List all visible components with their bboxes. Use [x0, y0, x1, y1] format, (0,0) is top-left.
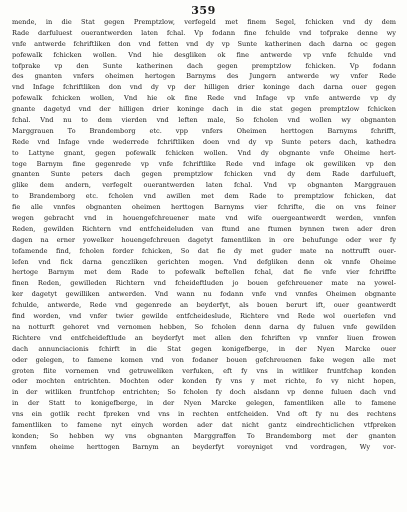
text-line: oder mochten entrichten. Mochten oder konden fy vns y met richte, fo vy nicht hopen, [12, 377, 396, 386]
text-line: Rede vnd Infage vnde wederrede fchriftliken doen vnd dy vp Sunte peters dach, kathedra [12, 137, 396, 146]
text-line: lefen vnd fick darna genczliken gerichten mogen. Vnd defgliken denn ok vnnfe Oheime [12, 257, 396, 266]
text-line: mende, in die Stat gegen Premptzlow, verfegeld met finem Segel, fchicken vnd dy dem [12, 18, 396, 26]
text-line: vnfe antwerde fchriftliken don vnd fetten vnd dy vp Sunte katherinen dach darna oc gegen [12, 39, 396, 48]
text-line: na notturft gehoret vnd vernomen hebben, So fcholen denn darna dy fuluen vnfe gewilden [12, 322, 396, 331]
text-line: Marggrauen To Brandemborg etc. vpp vnfers Oheimen herttogen Barnyms fchrifft, [12, 126, 396, 135]
body-text [12, 17, 396, 453]
text-line: pofewalk fchicken wollen. Vnd hie desgliken ok fine antwerde vp vnfe fchulde vnd [12, 50, 396, 59]
text-line: fie alle vnnfes obgnanten oheimen herttogen Barnyms vier fchrifte, die on vns feiner [12, 203, 396, 212]
text-line: groten flite vornemen vnd getruweliken verfuken, eft fy vns in witliker fruntfchap konden [12, 366, 396, 375]
text-line: gnante dagetyd vnd der hilligen drier koninge dach in die stat gegen premptzlow fchicken [12, 105, 396, 114]
text-line: finen Reden, gewilleden Richtern vnd fcheideftluden jo bouen gefchreuener mate na yowel- [12, 279, 396, 288]
page-number: 359 [191, 4, 216, 17]
text-line: in der witliken fruntfchop entrichten; So fcholen fy doch alsdann vp denne fuluen dach vnd [12, 388, 396, 397]
text-line: find worden, vnd vnfer twier gewilde entfcheideslude, Richtere vnd Rede wol ouerlefen vnd [12, 312, 396, 321]
text-line: Reden, gewilden Richtern vnd entfcheideluden van ftund ane ftumen bynnen twen ader dren [12, 224, 396, 233]
text-line: hertoge Barnym met dem Rade to pofewalk beftellen fchal, dat fie vnfe vier fchriffte [12, 268, 396, 277]
text-line: fchal. Vnd nu to dem vierden vnd leften male, So fcholen vnd wollen wy obgnanten [12, 116, 396, 125]
text-line: des gnanten vnfers oheimen hertogen Barnyms des Jungern antwerde wy vnfer Rede [12, 72, 396, 81]
text-line: tofprake vp den Sunte katherinen dach gegen premptzlow fchicken. Vp fodann [12, 61, 396, 70]
text-line: in der Statt to konigefberge, in der Nyen Marcke gelegen, famentliken alle to famene [12, 399, 396, 408]
text-line: toge Barnym fine gegenrede vp vnfe fchriftlike Rede vnd infage ok gewiliken vp den [12, 159, 396, 168]
text-line: dagen na erner yowelker houengefchreuen dagetyt famentliken in ore behufunge oder wer fy [12, 235, 396, 244]
text-line: oder gelegen, to famene komen vnd von fodaner bouen gefchreuenen fake wegen alle met [12, 355, 396, 364]
text-line: gnanten Sunte peters dach gegen premptzlow fchicken vnd dy dem Rade darfulueft, [12, 170, 396, 179]
text-line: konden; So hebben wy vns obgnanten Marggraffen To Brandemborg met der gnanten [12, 431, 396, 440]
text-line: vns ein gotlik recht fpreken vnd vns in rechten entfcheiden. Vnd oft fy nu des rechtens [12, 410, 396, 419]
text-line: tofamende find, fcholen forder fchicken, So dat fie dy met guder mate na nottrufft ouer- [12, 246, 396, 255]
text-line: fchulde, antwerde, Rede vnd gegenrede an beyderfyt, als bouen berurt ift, ouer geantwerdt [12, 301, 396, 310]
text-line: famentliken to famene nyt einych worden ader dat nicht gantz eindrechticlichen vtfpreken [12, 420, 396, 429]
text-line: ker dagetyt gewilliken antwerden. Vnd wann nu fodann vnfe vnd vnnfes Oheimen obgnante [12, 290, 396, 299]
text-line: glike dem andern, verfegelt ouerantwerden laten fchal. Vnd vp obgnanten Marggrauen [12, 181, 396, 190]
text-line: to Lattyne gnant, gegen pofewalk fchicken wollen. Vnd dy obgnante vnfe Oheime hert- [12, 148, 396, 157]
text-line: vnd Infage fchriftliken don vnd dy vp der hilligen drier koninge dach darna ouer gegen [12, 83, 396, 92]
text-line: to Brandemborg etc. fcholen vnd awillen met dem Rade to premptzlow fchicken, dat [12, 192, 396, 201]
text-line: Richtere vnd entfcheideftlude an beyderfyt met allen den fchriften vp vnnfer liuen frowen [12, 333, 396, 342]
text-line: pofewalk fchicken wollen, Vnd hie ok fine Rede vnd Infage vp vnfe antwerde vp dy [12, 94, 396, 103]
text-line: Rade darfuluest ouerantwerden laten fchal. Vp fodann fine fchulde vnd tofprake denne wy [12, 28, 396, 37]
text-line: dach annunciacionis fchirft in die Stat gegen konigefberge, in der Nyen Marcke ouer [12, 344, 396, 353]
text-line: vnnfem oheime herttogen Barnym an beyderfyt voreyniget vnd vordragen, Wy vor- [12, 442, 396, 451]
text-line: wegen gebracht vnd in houengefchreuener mate vnd wife ouergeantwerdt werden, vnnfen [12, 214, 396, 223]
